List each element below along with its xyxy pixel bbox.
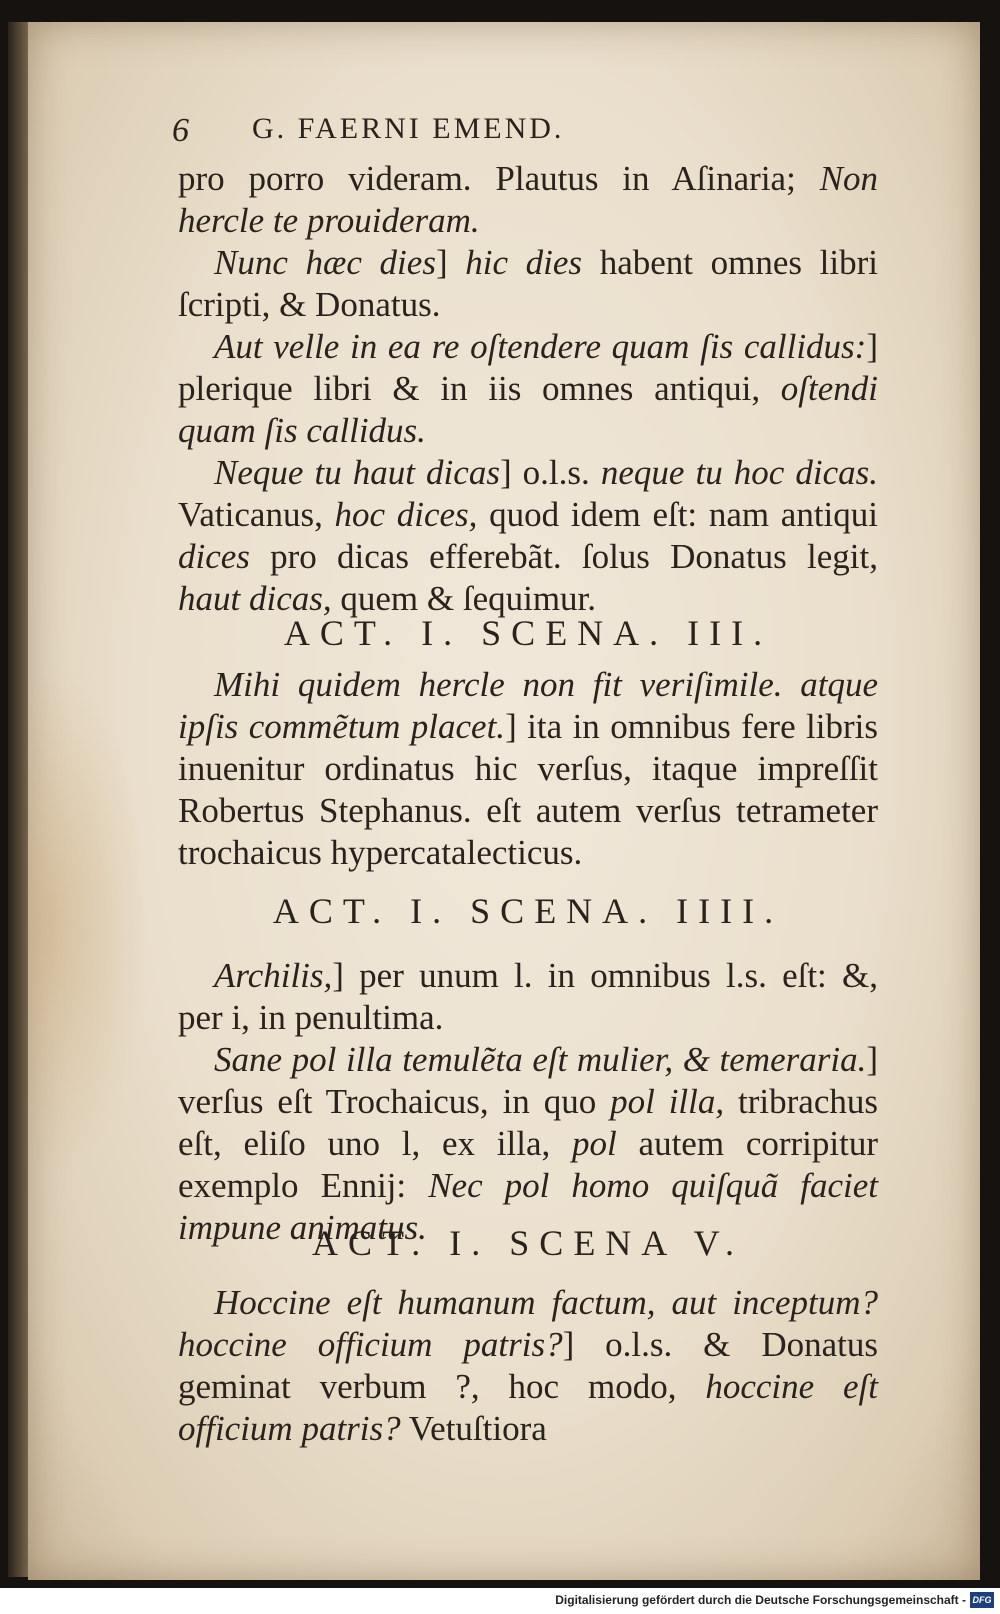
book-spine bbox=[8, 22, 30, 1577]
text-block-3 bbox=[178, 955, 878, 1249]
paragraph bbox=[178, 452, 878, 620]
paragraph bbox=[178, 1282, 878, 1450]
text-run: habent omnes libri ſcripti, & Donatus. bbox=[178, 243, 878, 324]
scene-heading: ACT. I. SCENA. IIII. bbox=[272, 891, 784, 931]
italic-run: oſtendi quam ſis callidus. bbox=[178, 369, 878, 450]
text-run: tribrachus eſt, eliſo uno l, ex illa, bbox=[178, 1082, 878, 1163]
paragraph bbox=[178, 242, 878, 326]
italic-run: neque tu hoc dicas. bbox=[600, 453, 879, 492]
paragraph bbox=[178, 158, 878, 242]
running-head bbox=[172, 112, 692, 152]
funding-credit: Digitalisierung gefördert durch die Deutsche Forschungsgemeinschaft - bbox=[555, 1593, 966, 1607]
text-run: autem corripitur exemplo Ennij: bbox=[178, 1124, 878, 1205]
italic-run: pol bbox=[572, 1124, 617, 1163]
paragraph bbox=[178, 955, 878, 1039]
running-title: G. FAERNI EMEND. bbox=[252, 112, 565, 145]
text-block-4 bbox=[178, 1282, 878, 1450]
italic-run: Neque tu haut dicas bbox=[214, 453, 500, 492]
page-number: 6 bbox=[172, 112, 189, 149]
text-block-1 bbox=[178, 158, 878, 620]
text-run: ] ita in omnibus fere libris inuenitur ordinatus hic verſus, itaque impreſſit Robertus Stephanus. eſt autem verſus tetrameter trochaicus hypercatalecticus. bbox=[178, 707, 878, 872]
italic-run: Aut velle in ea re oſtendere quam ſis callidus: bbox=[214, 327, 867, 366]
text-run: ] verſus eſt Trochaicus, in quo bbox=[178, 1040, 878, 1121]
italic-run: Hoccine eſt humanum factum, aut inceptum? hoccine officium patris? bbox=[178, 1283, 878, 1364]
text-run: quem & ſequimur. bbox=[331, 579, 597, 618]
italic-run: dices bbox=[178, 537, 250, 576]
italic-run: pol illa, bbox=[610, 1082, 725, 1121]
text-run: ] o.l.s. bbox=[499, 453, 601, 492]
text-run: ] o.l.s. & Donatus geminat verbum ?, hoc modo, bbox=[178, 1325, 878, 1406]
paragraph bbox=[178, 326, 878, 452]
italic-run: hic dies bbox=[465, 243, 583, 282]
italic-run: Nunc hæc dies bbox=[214, 243, 436, 282]
italic-run: Archilis, bbox=[214, 956, 333, 995]
text-run: pro porro videram. Plautus in Aſinaria; bbox=[178, 159, 820, 198]
scene-heading: ACT. I. SCENA. III. bbox=[283, 613, 773, 653]
text-run: ] bbox=[435, 243, 466, 282]
text-run: quod idem eſt: nam antiqui bbox=[477, 495, 878, 534]
digitization-footer bbox=[0, 1588, 1000, 1614]
text-run: pro dicas efferebãt. ſolus Donatus legit, bbox=[249, 537, 878, 576]
paragraph bbox=[178, 1039, 878, 1249]
text-run: Vaticanus, bbox=[178, 495, 335, 534]
paragraph bbox=[178, 664, 878, 874]
italic-run: Sane pol illa temulẽta eſt mulier, & temeraria. bbox=[214, 1040, 867, 1079]
italic-run: hoccine eſt officium patris? bbox=[178, 1367, 878, 1448]
italic-run: Mihi quidem hercle non fit veriſimile. atque ipſis commẽtum placet. bbox=[178, 665, 878, 746]
text-run: Vetuſtiora bbox=[400, 1409, 547, 1448]
scene-heading: ACT. I. SCENA V. bbox=[311, 1223, 745, 1263]
italic-run: Non hercle te prouideram. bbox=[178, 159, 878, 240]
dfg-logo-icon: DFG bbox=[970, 1592, 994, 1608]
italic-run: Nec pol homo quiſquã faciet impune animatus. bbox=[178, 1166, 878, 1247]
text-run: ] plerique libri & in iis omnes antiqui, bbox=[178, 327, 878, 408]
water-stain bbox=[28, 662, 148, 1182]
italic-run: hoc dices, bbox=[334, 495, 478, 534]
text-run: ] per unum l. in omnibus l.s. eſt: &, per i, in penultima. bbox=[178, 956, 878, 1037]
text-block-2 bbox=[178, 664, 878, 874]
italic-run: haut dicas, bbox=[178, 579, 332, 618]
